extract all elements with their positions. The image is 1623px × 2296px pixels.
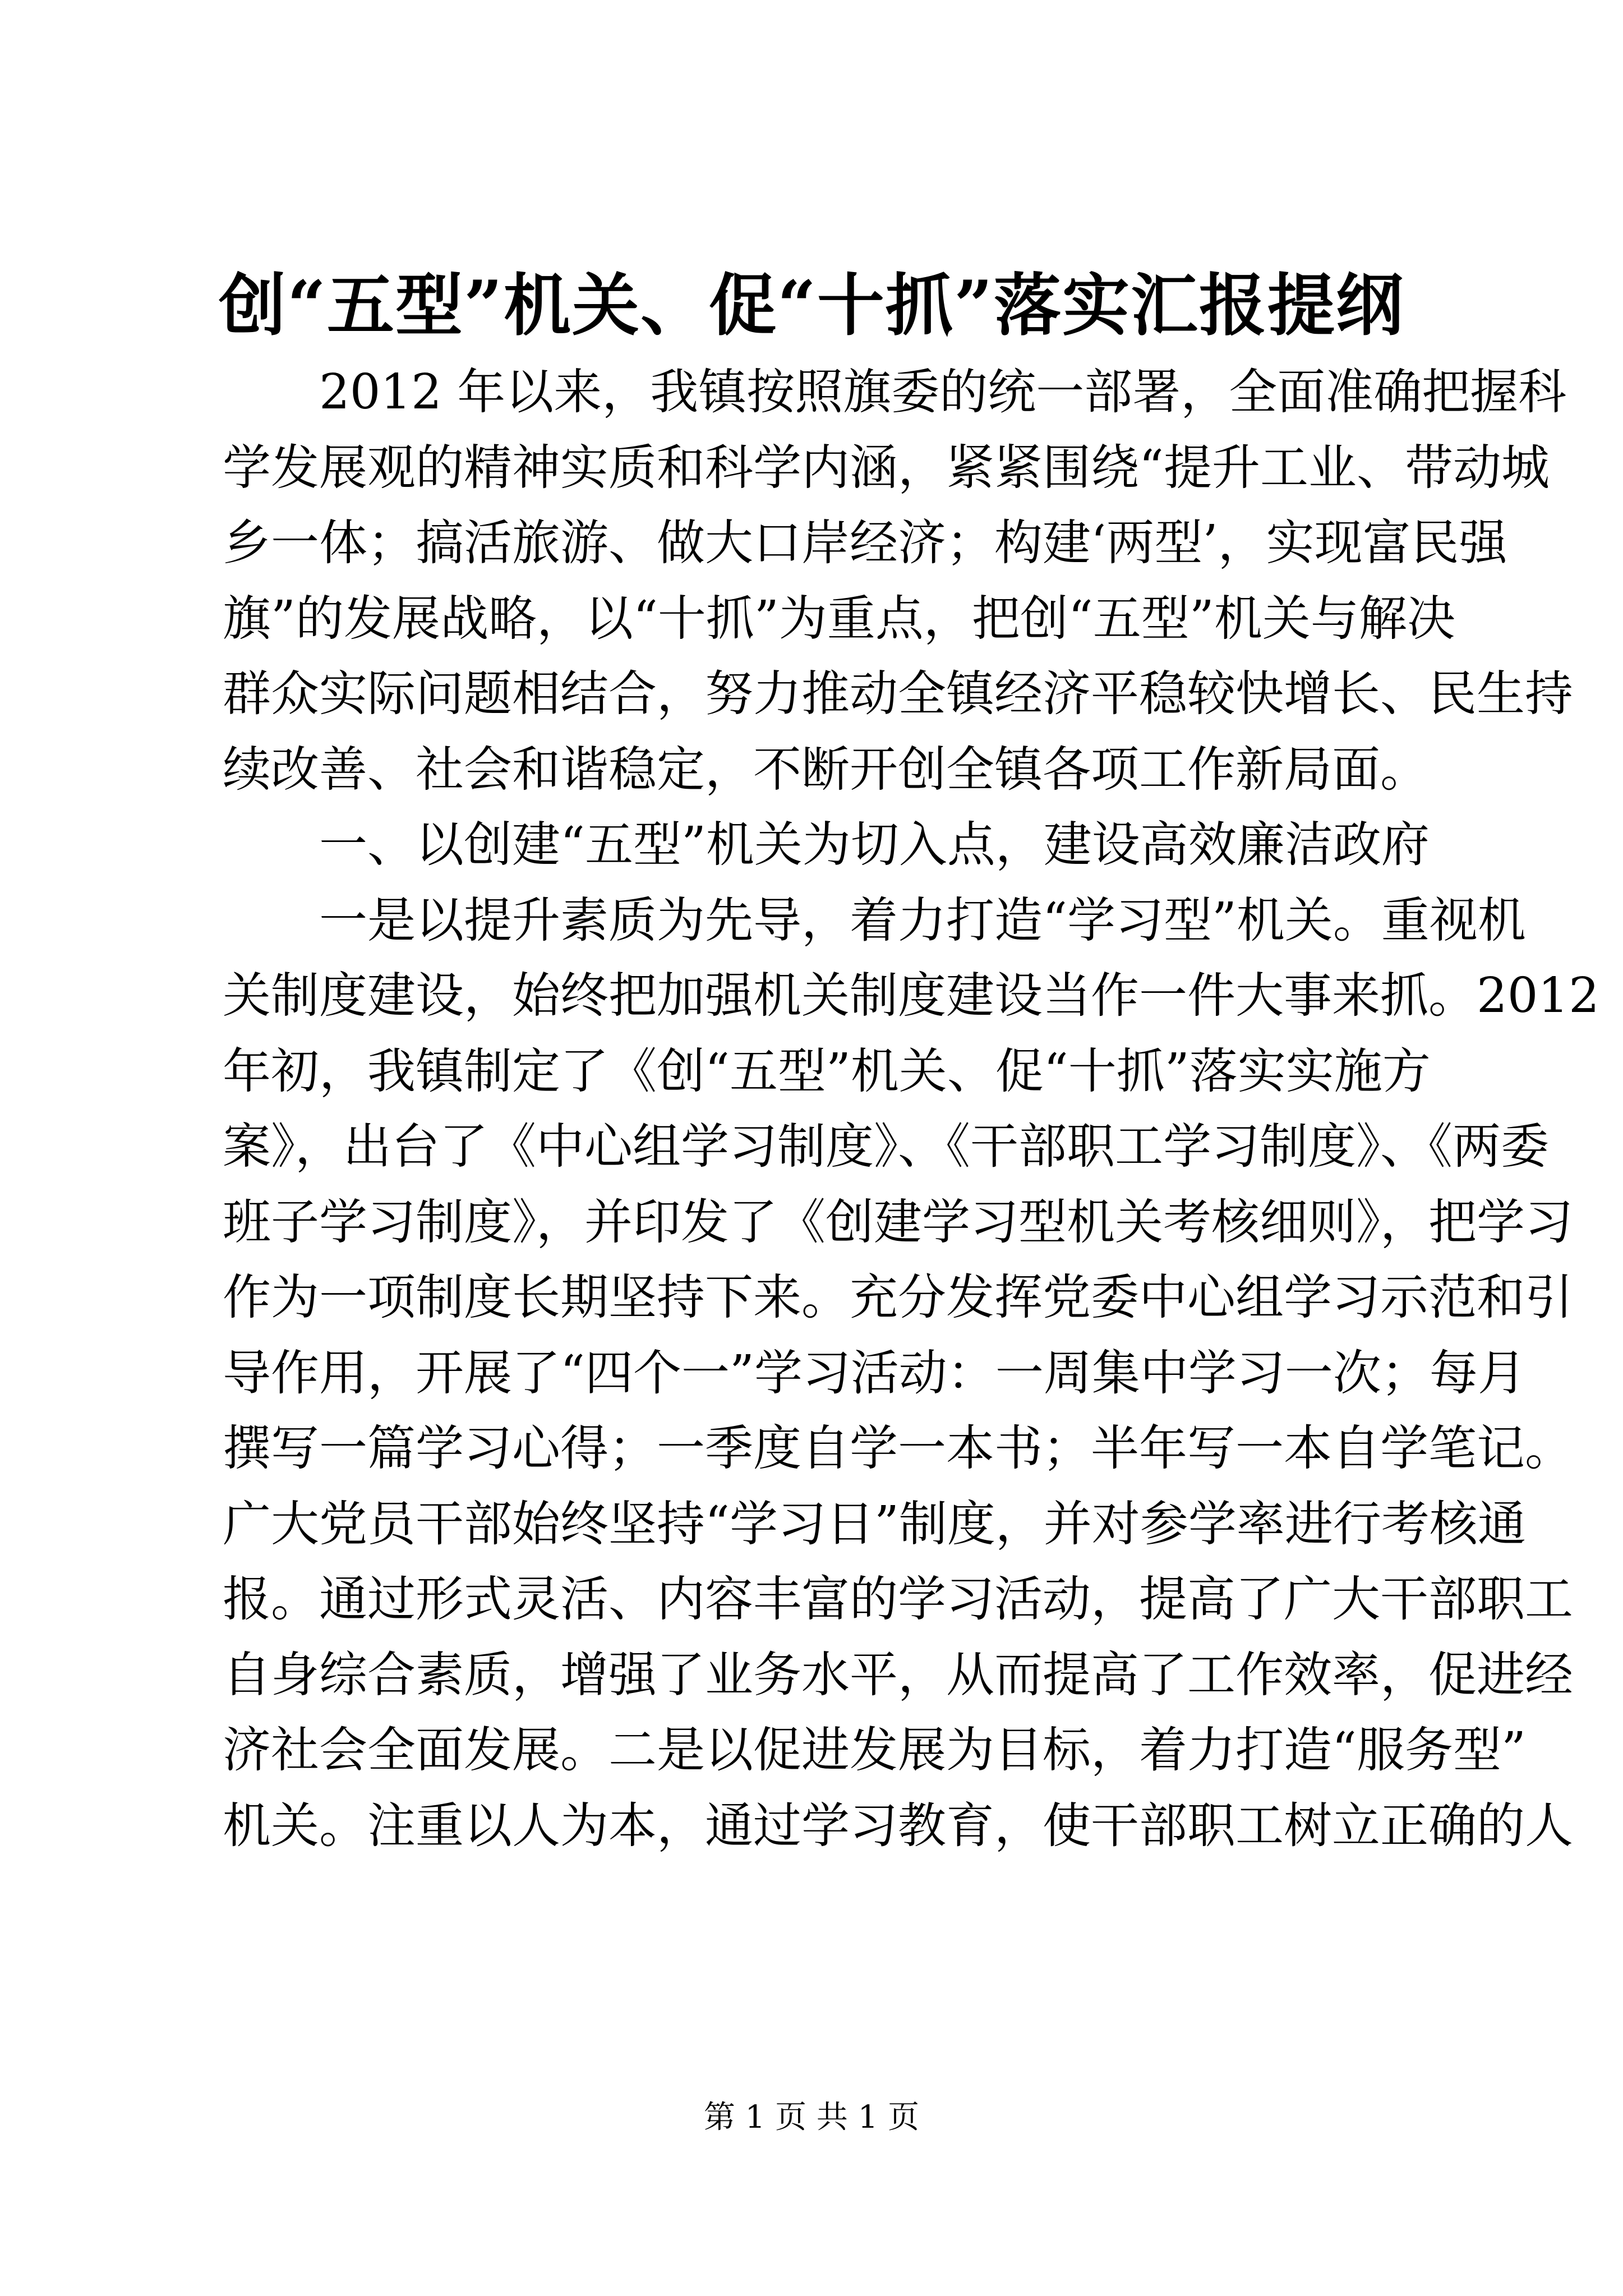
paragraph-line: 自身综合素质，增强了业务水平，从而提高了工作效率，促进经 — [223, 1646, 1573, 1703]
section-heading: 一、以创建“五型”机关为切入点，建设高效廉洁政府 — [319, 817, 1430, 873]
paragraph-line: 济社会全面发展。二是以促进发展为目标，着力打造“服务型” — [223, 1722, 1526, 1778]
paragraph-line: 导作用，开展了“四个一”学习活动：一周集中学习一次；每月 — [223, 1345, 1526, 1401]
paragraph-line: 一是以提升素质为先导，着力打造“学习型”机关。重视机 — [319, 892, 1526, 949]
paragraph-line: 撰写一篇学习心得；一季度自学一本书；半年写一本自学笔记。 — [223, 1420, 1573, 1476]
paragraph-line: 年初，我镇制定了《创“五型”机关、促“十抓”落实实施方 — [223, 1043, 1431, 1099]
paragraph-line: 机关。注重以人为本，通过学习教育，使干部职工树立正确的人 — [223, 1797, 1573, 1854]
paragraph-line: 学发展观的精神实质和科学内涵，紧紧围绕“提升工业、带动城 — [223, 439, 1550, 496]
document-body — [223, 355, 1599, 1864]
paragraph-line: 作为一项制度长期坚持下来。充分发挥党委中心组学习示范和引 — [223, 1269, 1573, 1326]
paragraph-line: 关制度建设，始终把加强机关制度建设当作一件大事来抓。2012 — [223, 968, 1599, 1024]
paragraph-line: 班子学习制度》，并印发了《创建学习型机关考核细则》，把学习 — [223, 1194, 1573, 1250]
paragraph-line: 群众实际问题相结合，努力推动全镇经济平稳较快增长、民生持 — [223, 666, 1573, 722]
paragraph-line: 报。通过形式灵活、内容丰富的学习活动，提高了广大干部职工 — [223, 1571, 1573, 1627]
document-title: 创“五型”机关、促“十抓”落实汇报提纲 — [218, 266, 1405, 345]
paragraph-line: 续改善、社会和谐稳定，不断开创全镇各项工作新局面。 — [223, 741, 1428, 798]
page-footer: 第 1 页 共 1 页 — [703, 2099, 920, 2136]
paragraph-line: 乡一体；搞活旅游、做大口岸经济；构建‘两型’，实现富民强 — [223, 515, 1507, 571]
paragraph-line: 旗”的发展战略，以“十抓”为重点，把创“五型”机关与解决 — [223, 590, 1455, 647]
paragraph-line: 2012 年以来，我镇按照旗委的统一部署，全面准确把握科 — [319, 364, 1567, 420]
paragraph-line: 广大党员干部始终坚持“学习日”制度，并对参学率进行考核通 — [223, 1496, 1526, 1552]
paragraph-line: 案》，出台了《中心组学习制度》、《干部职工学习制度》、《两委 — [223, 1119, 1549, 1175]
